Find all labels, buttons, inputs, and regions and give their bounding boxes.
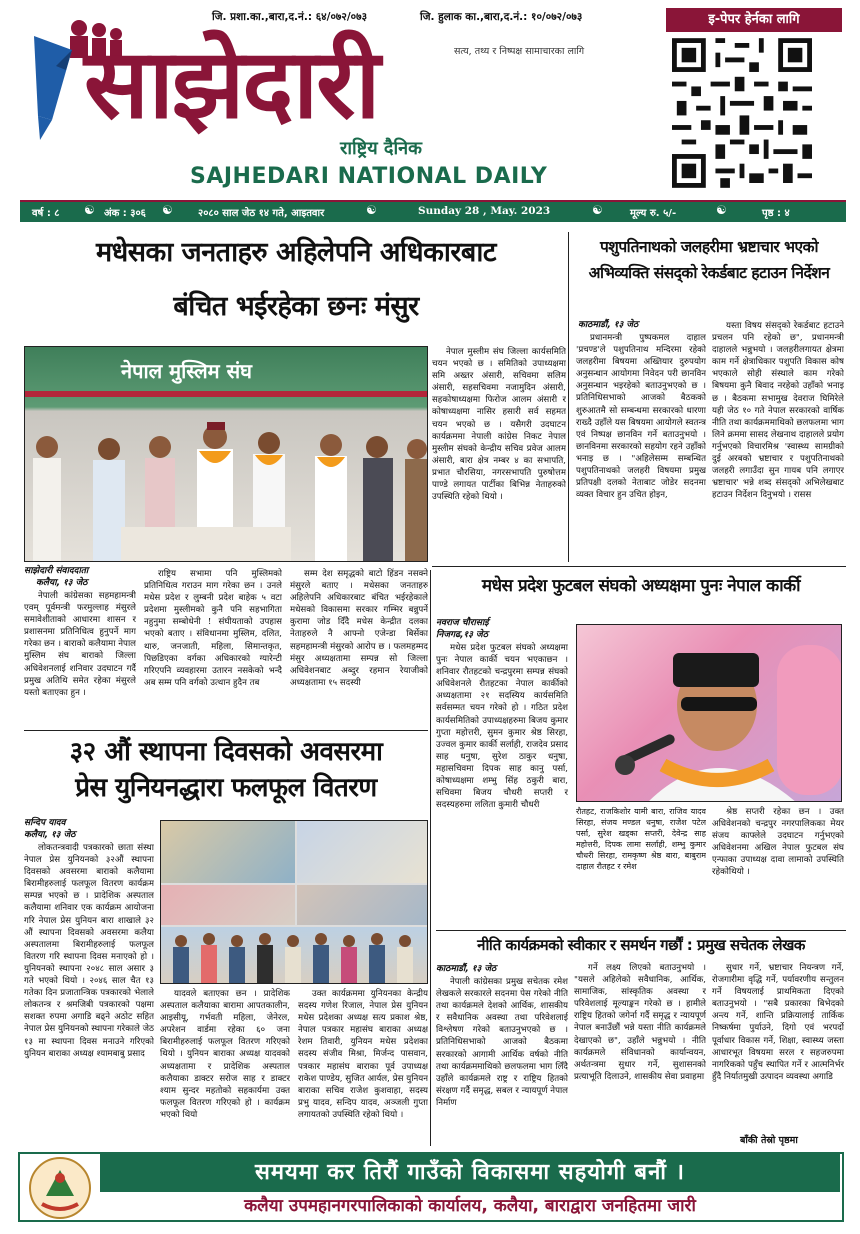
story5-text-b: गर्ने लक्ष्य लिएको बताउनुभयो । "यसले अहिलेको सवैधानिक, आर्थिक, सामाजिक, सांस्कृतिक अवस्था र परिवेशलाई मूल्याङ्कन गरेको छ । हामीले राष्ट्रिय हितको जगेर्ना गर्दै समृद्ध र न्यायपूर्ण नेपाल बनाउँछौं भन्ने यस्ता नीति कार्यक्रमले देखाएको छ", उहाँले भन्नुभयो । नीति कार्यक्रमले संविधानको कार्यान्वयन, अर्थतन्त्रमा सुधार गर्ने, सुशासनको प्रत्याभूति दिलाउने, शासकीय सेवा प्रवाहमा [574, 963, 706, 1082]
story1-headline-line2: बंचित भईरहेका छनः मंसुर [173, 291, 419, 322]
group-people-illustration [25, 407, 428, 562]
yin-yang-icon: ☯ [716, 203, 727, 217]
price-label: मूल्य रु. ५/- [630, 208, 677, 219]
story1-column-c [290, 568, 428, 726]
story2-text-a: प्रधानमन्त्री पुष्पकमल दाहाल 'प्रचण्ड'ले पशुपतिनाथ मन्दिरमा रहेको जलहरीमा बिषयमा अख्तियार दुरुपयोग अनुसन्धान आयोगमा निवेदन परी छानविन अनुसन्धान भइरहेको बताउनुभएको छ । प्रतिनिधिसभाको आजको बैठकको शुरुआतमै सो सम्बन्धमा सरकारको धारणा राख्दै उहाँले यस बिषयमा आयोगले स्वतन्त्र एवं निष्पक्ष छानविन गर्ने बताउनुभयो । छानविनमा सरकारको सहयोग रहने उहाँको भनाइ छ । "अहिलेसम्म सम्बन्धित पशुपतिनाथको जलहरी विषयमा प्रमुख प्रतिपक्षी दलको नेताबाट जोडेर सदनमा व्यक्त विचार हुन उचित होइन, [576, 333, 706, 501]
group-photo-illustration [161, 927, 428, 984]
story4-dateline: कलैया, १३ जेठ [24, 830, 76, 840]
story1-text-a: नेपाली कांग्रेसका सहमहामन्त्री एवम् पूर्वमन्त्री फरमुल्लाह मंसुरले समावेशीताको आधारमा शासन र प्रशासनमा प्रतिनिधित्व हुनुपर्ने माग गरेका छन । बाराको कलैयामा नेपाल मुस्लिम संघ बाराको जिल्ला अधिवेशनलाई शनिवार उदघाटन गर्दै प्रमुख अतिथि समेत रहेका मंसुरले यस्तो बताएका हुन । [24, 591, 136, 698]
masthead-subtitle: राष्ट्रिय दैनिक [340, 138, 422, 159]
story4-column-b [160, 988, 290, 1146]
issue-label: अंक : ३०६ [104, 208, 146, 219]
story5-column-c [712, 962, 844, 1132]
story3-column-c [712, 806, 844, 928]
story3-dateline: निजगढ,१३ जेठ [436, 630, 488, 640]
story4-text-c: उक्त कार्यक्रममा युनियनका केन्द्रीय सदस्य गणेश रिजाल, नेपाल प्रेस युनियन मधेस प्रदेशका अध्यक्ष सत्य प्रकाश श्रेष्ठ, नेपाल पत्रकार महासंघ बाराका अध्यक्ष रेशम तिवारी, युनियन मधेस प्रदेशका सदस्य संजीव मिश्रा, मिर्जन्द पासवान, पत्रकार महासंघ बाराका पूर्व उपाध्यक्ष राकेश पाण्डेय, सुजित आर्यल, प्रेस युनियन बाराका सचिव राजेश कुशवाहा, सदस्य प्रभु यादव, सन्दिप यादव, अञ्जली गुप्ता लगायतको उपस्थिति रहेको थियो । [298, 989, 428, 1120]
story2-dateline: काठमाडौं, १३ जेठ [578, 320, 639, 330]
story1-photo [24, 346, 428, 562]
story3-text-a: मधेस प्रदेश फुटबल संघको अध्यक्षमा पुनः नेपाल कार्की चयन भएकाछन । शनिवार रौतहटको चन्द्रपुरमा सम्पन्न संघको अधिवेशनले रौतहटका नेपाल कार्कीको अध्यक्षतामा २१ सदस्यिय कार्यसमिति सर्वसम्मत चयन गरेको हो । गठित प्रदेश कार्यसमितिको उपाध्यक्षहरुमा बिजय कुमार गुप्ता महोत्तरी, सुमन कुमार श्रेष्ठ सिरहा, उज्वल कुमार कार्की सर्लाही, राजदेव प्रसाद साह धनुषा, सुरेश ठाकुर धनुषा, महासचिवमा दिपक साह कानु पर्सा, कोषाध्यक्षमा शम्भु सिंह ठकुरी बारा, सचिवमा बिजय चौधरी सप्तरी र सदस्यहरुमा ललिता कुमारी चौधरी [436, 643, 568, 811]
collage-photo-2 [297, 821, 428, 883]
story1-text-c: सम्म देश समृद्धको बाटो हिंडन नसक्ने मंसुरले बताए । मधेसका जनताहरु अहिलेपनि अधिकारबाट बंचित भईरहेकाले मधेसको विकासमा सरकार गम्भिर बन्नुपर्ने कुरामा जोड दिँदै मधेस केन्द्रीत दलका नेताहरुले नै आफ्नो एजेन्डा बिर्सेका सहमहामन्त्री मंसुरको आरोप छ । फलमहम्मद मंसुर अध्यक्षतामा सम्पन्न सो जिल्ला अधिवेशनबाट अब्दुर रहमान रेयाजीको अध्यक्षतामा १५ सदस्यी [290, 569, 428, 688]
registration-right: जि. हुलाक का.,बारा,द.नं.: १०/०७२/०७३ [420, 11, 583, 23]
story1-column-b [144, 568, 282, 726]
story4-headline-line1: ३२ औं स्थापना दिवसको अवसरमा [69, 737, 383, 767]
nepal-emblem-icon [26, 1156, 94, 1220]
ad-issuer: कलैया उपमहानगरपालिकाको कार्यालय, कलैया, बाराद्वारा जनहितमा जारी [244, 1196, 696, 1216]
story2-headline-line2: अभिव्यक्ति संसद्को रेकर्डबाट हटाउन निर्देशन [588, 264, 830, 282]
collage-photo-1 [161, 821, 295, 883]
story3-byline: नवराज चौरासाई [436, 618, 489, 628]
story4-text-b: यादवले बताएका छन । प्रादेशिक अस्पताल कलैयाका बारामा आपतकालीन, आइसीयू, गर्भवती महिला, जेनेरल, अपरेशन वार्डमा रहेका ६० जना बिरामीहरुलाई फलफूल वितरण गरिएको थियो । युनियन बाराका अध्यक्ष यादवको अध्यक्षतामा र प्रादेशिक अस्पताल कलैयाका डाक्टर सरोज साह र डाक्टर श्याम सुन्दर महतोको सहकार्यमा उक्त फलफूल वितरण गरिएको हो । कार्यक्रम भएको थियो [160, 989, 290, 1120]
story1-dateline: कलैया, १३ जेठ [36, 578, 88, 588]
speaker-portrait-illustration [577, 625, 842, 802]
section-rule [432, 566, 846, 567]
story4-text-a: लोकतन्त्रवादी पत्रकारको छाता संस्था नेपाल प्रेस युनियनको ३२औं स्थापना दिवसको अवसरमा बाराको कलैयामा बिरामीहरुलाई फलफूल वितरण कार्यक्रम सम्पन्न भएको छ । प्रादेशिक अस्पताल कलैयामा शनिवार एक कार्यक्रम आयोजना गरि नेपाल प्रेस युनियन बारा शाखाले ३२ औं स्थापना दिवसको अवसरमा कलैया अस्पतालमा बिरामीहरुलाई फलफूल वितरण गरि स्थापना दिवस मनाएको हो । युनियनको स्थापना २०४८ साल असार ३ गते भएको थियो । २०४६ साल चैत १३ गतेका दिन प्रजातान्त्रिक पत्रकारको भेलाले लोकतन्त्र र श्रमजिबी पत्रकारको पक्षमा सशक्त रुपमा अगाडि बढ्ने अठोट सहित नेपाल प्रेस युनियनको स्थापना गरेकाले जेठ १३ मा स्थापना दिवस मनाउने गरिएको युनियन बाराका अध्यक्ष श्यामबाबु प्रसाद [24, 843, 154, 1059]
story2-text-b: यस्ता विषय संसद्को रेकर्डबाट हटाउने प्रचलन पनि रहेको छ", प्रधानमन्त्री दाहालले भन्नुभयो । जलहरीलगायत क्षेत्रमा काम गर्ने क्षेत्राधिकार पशुपति विकास कोष भएकाले सोही संस्थाले काम गरेको बिषयमा कुनै बिवाद नरहेको उहाँको भनाइ छ । बैठकमा सभामुख देवराज घिमिरेले यही जेठ १० गते नेपाल सरकारको वार्षिक नीति तथा कार्यक्रममाथिको छलफलमा भाग लिने क्रममा सासद लेखनाथ दाहालले प्रयोग गर्नुभएको विचारमिश्र 'स्वास्थ्य सामग्रीको दुई अरबको भ्रष्टाचार र पशुपतिनाथको जलहरी लगाउँदा सुन गायब पनि लगाएर भ्रष्टाचार' भन्ने शब्द संसद्को अभिलेखबाट हटाउन निर्देशन दिनुभयो । रासस [712, 321, 844, 501]
nepali-date: २०८० साल जेठ १४ गते, आइतवार [198, 208, 325, 219]
story4-byline: सन्दिप यादव [24, 818, 66, 828]
collage-photo-4 [297, 885, 428, 925]
story5-column-a [436, 976, 568, 1146]
story5-text-c: सुधार गर्ने, भ्रष्टाचार नियन्त्रण गर्ने, रोजगारीमा वृद्धि गर्ने, पर्यावरणीय सन्तुलन गर्ने विषयलाई प्राथमिकता दिएको बताउनुभयो । "सबै प्रकारका बिभेदको अन्त्य गर्ने, शान्ति प्रक्रियालाई तार्किक निष्कर्षमा पुर्याउने, दिगो एवं भरपर्दो पूर्वाधार विकास गर्ने, शिक्षा, स्वास्थ्य जस्ता आधारभूत विषयमा सरल र सहजरुपमा नागरिकको पहुँच स्थापित गर्ने र आत्मनिर्भर हुँदै निर्यातमुखी उत्पादन व्यवस्था अगाडि [712, 963, 844, 1082]
story5-dateline: काठमाडौं, १३ जेठ [436, 964, 497, 974]
story5-continued: बाँकी तेस्रो पृष्ठमा [740, 1135, 798, 1146]
section-rule [24, 730, 428, 731]
story1-headline-line1: मधेसका जनताहरु अहिलेपनि अधिकारबाट [96, 237, 496, 268]
footer-advertisement [18, 1152, 844, 1222]
story1-byline: साझेदारी संवाददाता [24, 566, 89, 576]
volume-label: वर्ष : ८ [32, 208, 60, 219]
yin-yang-icon: ☯ [592, 203, 603, 217]
story3-caption-text: रौतहट, राजकिशोर यामी बारा, राजिव यादव सिरहा, संजय मण्डल धनुषा, राजेश पटेल पर्सा, सुरेश खड्का सप्तरी, देवेन्द्र साह महोत्तरी, दिपक लामा सर्लाही, शम्भु कुमार चौधरी सिरहा, रामकृष्ण श्रेष्ठ बारा, बाबुराम दाहाल रौतहट र रमेश [576, 807, 706, 871]
yin-yang-icon: ☯ [366, 203, 377, 217]
story4-photo-collage [160, 820, 428, 984]
story1-column-d [432, 346, 566, 562]
collage-photo-3 [161, 885, 295, 925]
yin-yang-icon: ☯ [84, 203, 95, 217]
story3-photo [576, 624, 842, 802]
banner-stripe [25, 391, 428, 397]
registration-left: जि. प्रशा.का.,बारा,द.नं.: ६४/०७२/०७३ [212, 11, 368, 23]
story5-headline: नीति कार्यक्रमको स्वीकार र समर्थन गर्छौं : प्रमुख सचेतक लेखक [477, 936, 805, 954]
story4-column-a [24, 842, 154, 1146]
banner-text: नेपाल मुस्लिम संघ [121, 359, 252, 383]
story2-column-b [712, 320, 844, 562]
masthead-english-title: SAJHEDARI NATIONAL DAILY [190, 164, 548, 189]
story4-column-c [298, 988, 428, 1146]
page-number: पृष्ठ : ४ [762, 208, 790, 219]
story5-text-a: नेपाली कांग्रेसका प्रमुख सचेतक रमेश लेखकले सरकारले सदनमा पेस गरेको नीति तथा कार्यक्रमले देशको आर्थिक, शासकीय र सवैधानिक अवस्था तथा परिवेशलाई विश्लेषण गरेको बताउनुभएको छ । प्रतिनिधिसभाको आजको बैठकमा सरकारको आगामी आर्थिक वर्षको नीति तथा कार्यक्रममाथिको छलफलमा भाग लिँदै उहाँले कार्यक्रमले राष्ट्र र राष्ट्रिय हितको संरक्षण गर्दै समृद्ध, सबल र न्यायपूर्ण नेपाल निर्माण [436, 977, 568, 1108]
column-divider [430, 570, 431, 1146]
qr-code[interactable] [672, 38, 812, 188]
story3-column-a [436, 642, 568, 880]
column-divider [568, 232, 569, 562]
section-rule [436, 930, 846, 931]
masthead [0, 0, 860, 196]
story3-photo-caption [576, 806, 706, 928]
story4-headline-line2: प्रेस युनियनद्धारा फलफूल वितरण [75, 773, 377, 803]
masthead-title: साझेदारी [84, 28, 379, 140]
epaper-label: इ-पेपर हेर्नका लागि [666, 8, 842, 32]
story1-column-a [24, 590, 136, 726]
story2-column-a [576, 332, 706, 562]
yin-yang-icon: ☯ [162, 203, 173, 217]
story3-text-c: श्रेष्ठ सप्तरी रहेका छन । उक्त अधिवेशनको चन्द्रपुर नगरपालिकका मेयर संजय काफ्लेले उदघाटन गर्नुभएको अधिवेशनमा अखिल नेपाल फुटबल संघ एन्फाका उपाध्यक्ष दावा लामाको उपस्थिति रहेकोथियो । [712, 807, 844, 878]
story1-text-d: नेपाल मुस्लीम संघ जिल्ला कार्यसमिति चयन भएको छ । समितिको उपाध्यक्षमा समि अख्तर अंसारी, सचिवमा सलिम अंसारी, सहसचिवमा नजामुदिन अंसारी, सहकोषाध्यक्षमा फिरोज आलम अंसारी र कोषाध्यक्षमा नासिर हसारी सर्व सहमत चयन भएको छ । यसैगरी उदघाटन कार्यक्रममा नेपाली कांग्रेस निकट नेपाल मुस्लीम संघको केन्द्रीय सचिव प्रवेज आलम अंसारी, बारा क्षेत्र नम्बर ४ का सभापति, प्रभात चौरसिया, नगरसभापति पुरुषोत्तम पाण्डे लगायत पार्टीका बिभिन्न नेताहरुको उपस्थिति रहेको थियो । [432, 347, 566, 503]
story2-headline-line1: पशुपतिनाथको जलहरीमा भ्रष्टाचार भएको [599, 238, 819, 256]
story1-text-b: राष्ट्रिय सभामा पनि मुस्लिमको प्रतिनिधित्व गराउन माग गरेका छन । उनले मधेस प्रदेश र लुम्बनी प्रदेश बाहेक ५ वटा प्रदेशमा मुस्लीमको कुनै पनि सहभागिता नहुनुमा सम्बोधेनी ! संघीयताको उपहास भएको बताए । संविधानमा मुस्लिम, दलित, थारु, जनजाती, महिला, सिमान्तकृत, पिछडिएका वर्गका अधिकारको ग्यारेन्टी गरिएपनि व्यवहारमा उतारन नसकेको भन्दै अब सम्म पनि वर्गको उत्थान हुदैन तब [144, 569, 282, 688]
english-date: Sunday 28 , May. 2023 [418, 205, 551, 217]
story5-column-b [574, 962, 706, 1146]
masthead-tagline: सत्य, तथ्य र निष्पक्ष सामाचारका लागि [454, 46, 585, 57]
ad-slogan: समयमा कर तिरौं गाउँको विकासमा सहयोगी बनौं । [100, 1154, 840, 1192]
story3-headline: मधेस प्रदेश फुटबल संघको अध्यक्षमा पुनः नेपाल कार्की [481, 576, 801, 596]
